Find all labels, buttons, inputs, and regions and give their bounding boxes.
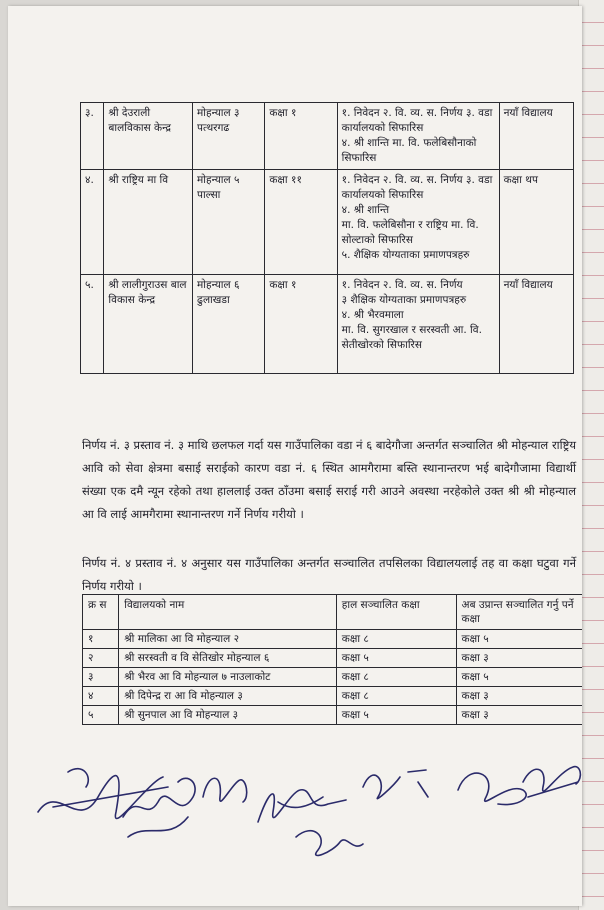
documents-list xyxy=(337,103,499,170)
document-page xyxy=(8,6,582,906)
signature-1 xyxy=(38,769,168,819)
header-serial: क्र स xyxy=(83,595,119,630)
serial-number: ३. xyxy=(81,103,104,170)
serial-number: ३ xyxy=(83,668,119,687)
remark: नयाँ विद्यालय xyxy=(499,275,573,374)
future-class: कक्षा ३ xyxy=(456,649,582,668)
future-class: कक्षा ५ xyxy=(456,668,582,687)
school-name: श्री देउराली बालविकास केन्द्र xyxy=(104,103,193,170)
header-school-name: विद्यालयको नाम xyxy=(119,595,337,630)
document-item: मा. वि. फलेबिसौना र राष्ट्रिय मा. वि. सोल्टाको सिफारिस xyxy=(341,219,479,246)
class-reduction-table xyxy=(82,594,582,725)
school-class: कक्षा ११ xyxy=(265,170,337,275)
document-item: ४. श्री भैरवमाला xyxy=(341,309,404,321)
serial-number: ५ xyxy=(83,706,119,725)
school-address: मोहन्याल ५ पाल्सा xyxy=(193,170,265,275)
documents-list xyxy=(337,170,499,275)
school-name: श्री राष्ट्रिय मा वि xyxy=(104,170,193,275)
document-item: ४. श्री शान्ति मा. वि. फलेबिसौनाको सिफारिस xyxy=(341,137,477,164)
future-class: कक्षा ३ xyxy=(456,706,582,725)
document-item: १. निवेदन २. वि. व्य. स. निर्णय ३. वडा कार्यालयको सिफारिस xyxy=(341,107,493,134)
documents-list xyxy=(337,275,499,374)
header-future-class: अब उप्रान्त सञ्चालित गर्नु पर्ने कक्षा xyxy=(456,595,582,630)
current-class: कक्षा ५ xyxy=(336,706,456,725)
remark: कक्षा थप xyxy=(499,170,573,275)
table-row xyxy=(83,706,583,725)
table-row xyxy=(83,668,583,687)
serial-number: ४ xyxy=(83,687,119,706)
school-name: श्री सरस्वती व वि सेतिखोर मोहन्याल ६ xyxy=(119,649,337,668)
table-row xyxy=(83,687,583,706)
document-item: ५. शैक्षिक योग्यताका प्रमाणपत्रहरु xyxy=(341,249,470,261)
school-class: कक्षा १ xyxy=(265,275,337,374)
serial-number: ४. xyxy=(81,170,104,275)
table-header-row xyxy=(83,595,583,630)
signature-3 xyxy=(203,778,247,802)
document-item: मा. वि. सुगरखाल र सरस्वती आ. वि. सेतीखोरको सिफारिस xyxy=(341,324,482,351)
serial-number: १ xyxy=(83,630,119,649)
current-class: कक्षा ८ xyxy=(336,630,456,649)
school-name: श्री सुनपाल आ वि मोहन्याल ३ xyxy=(119,706,337,725)
table-row xyxy=(81,275,574,374)
signatures-area xyxy=(28,742,582,882)
table-row xyxy=(81,103,574,170)
proposal-schools-table xyxy=(80,102,574,374)
document-item: ३ शैक्षिक योग्यताका प्रमाणपत्रहरु xyxy=(341,294,467,306)
serial-number: ५. xyxy=(81,275,104,374)
document-item: १. निवेदन २. वि. व्य. स. निर्णय ३. वडा कार्यालयको सिफारिस xyxy=(341,174,493,201)
table-row xyxy=(83,649,583,668)
school-name: श्री मालिका आ वि मोहन्याल २ xyxy=(119,630,337,649)
school-address: मोहन्याल ३ पत्थरगढ xyxy=(193,103,265,170)
serial-number: २ xyxy=(83,649,119,668)
signature-4 xyxy=(258,790,346,822)
signature-6 xyxy=(363,770,428,799)
header-current-class: हाल सञ्चालित कक्षा xyxy=(336,595,456,630)
signature-2 xyxy=(123,778,195,837)
table-row xyxy=(83,630,583,649)
signature-5 xyxy=(296,831,363,856)
current-class: कक्षा ५ xyxy=(336,649,456,668)
signature-8 xyxy=(523,767,580,797)
school-class: कक्षा १ xyxy=(265,103,337,170)
school-name: श्री दिपेन्द्र रा आ वि मोहन्याल ३ xyxy=(119,687,337,706)
future-class: कक्षा ५ xyxy=(456,630,582,649)
school-name: श्री भैरव आ वि मोहन्याल ७ नाउलाकोट xyxy=(119,668,337,687)
document-item: १. निवेदन २. वि. व्य. स. निर्णय xyxy=(341,279,463,291)
current-class: कक्षा ८ xyxy=(336,668,456,687)
table-row xyxy=(81,170,574,275)
decision-3-paragraph: निर्णय नं. ३ प्रस्ताव नं. ३ माथि छलफल गर्दा यस गाउँपालिका वडा नं ६ बादेगौजा अन्तर्गत सञ्चालित श्री मोहन्याल राष्ट्रिय आवि को सेवा क्षेत्रमा बसाई सराईको कारण वडा नं. ६ स्थित आमगैरामा बस्ति स्थानान्तरण भई बादेगौजामा विद्यार्थी संख्या एक दमै न्यून रहेको तथा हाललाई उक्त ठाँउमा बसाई सराई गरी आउने अवस्था नरहेकोले उक्त श्री श्री मोहन्याल आ वि लाई आमगैरामा स्थानान्तरण गर्ने निर्णय गरीयो । xyxy=(82,437,576,521)
remark: नयाँ विद्यालय xyxy=(499,103,573,170)
school-name: श्री लालीगुराउस बाल विकास केन्द्र xyxy=(104,275,193,374)
signature-7 xyxy=(458,773,526,804)
decision-4-paragraph: निर्णय नं. ४ प्रस्ताव नं. ४ अनुसार यस गाउँपालिका अन्तर्गत सञ्चालित तपसिलका विद्यालयलाई तह वा कक्षा घटुवा गर्ने निर्णय गरीयो । xyxy=(82,555,576,593)
document-item: ४. श्री शान्ति xyxy=(341,204,390,216)
current-class: कक्षा ८ xyxy=(336,687,456,706)
future-class: कक्षा ३ xyxy=(456,687,582,706)
school-address: मोहन्याल ६ ढुलाखडा xyxy=(193,275,265,374)
